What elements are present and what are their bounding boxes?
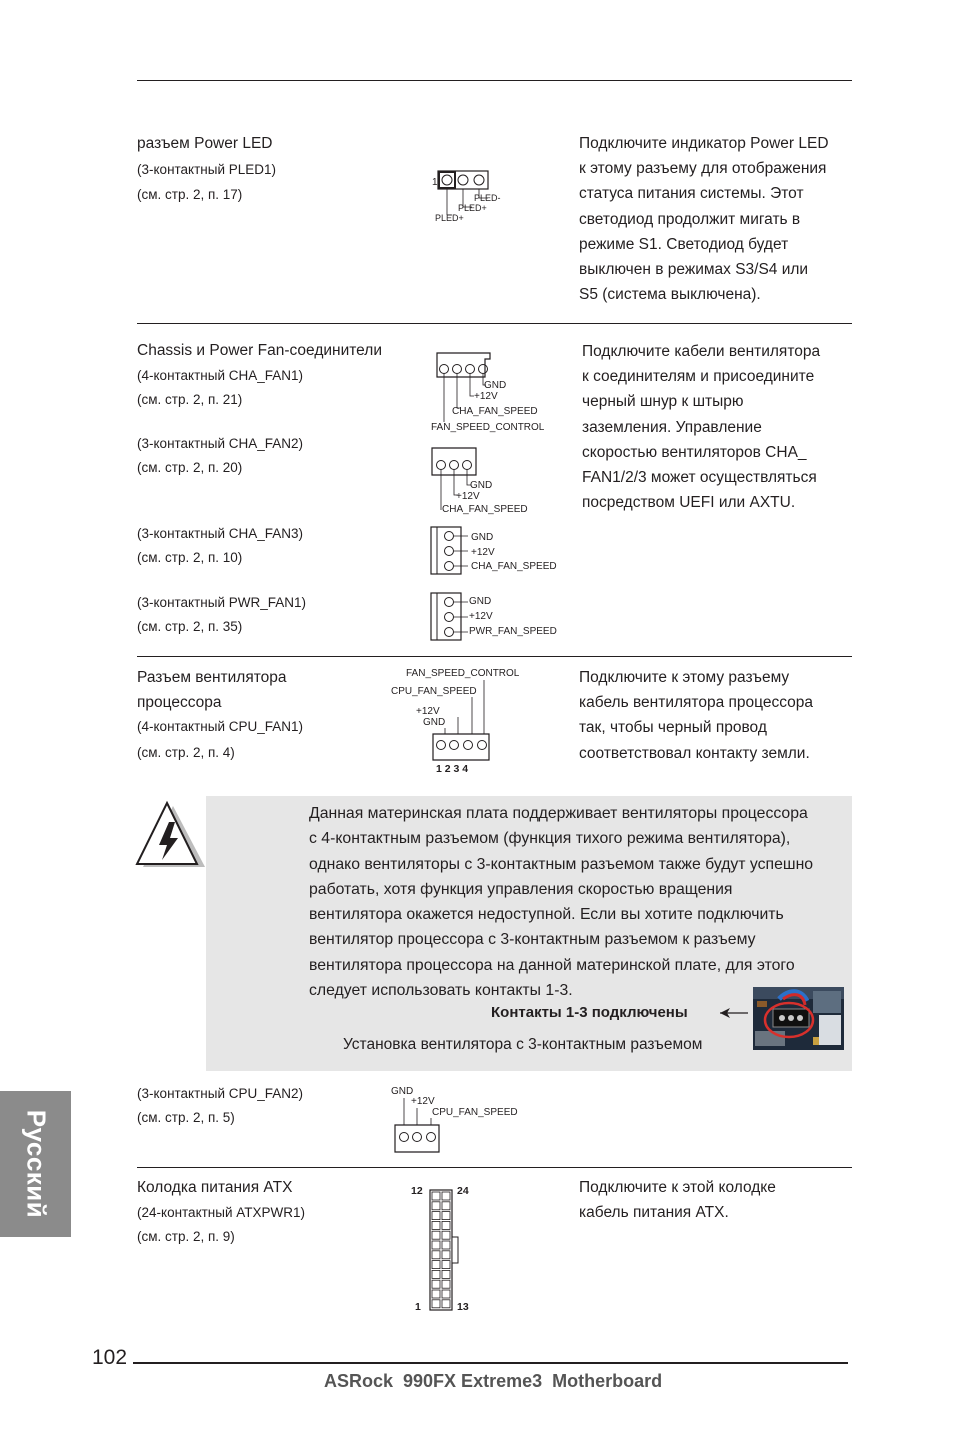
svg-text:CPU_FAN_SPEED: CPU_FAN_SPEED <box>432 1107 518 1118</box>
pled-connector-diagram <box>428 165 518 225</box>
svg-text:GND: GND <box>423 717 446 728</box>
svg-text:CHA_FAN_SPEED: CHA_FAN_SPEED <box>471 561 557 572</box>
language-side-tab <box>0 1091 71 1237</box>
svg-text:GND: GND <box>471 532 494 543</box>
chassis-title: Chassis и Power Fan-соединители <box>137 342 382 359</box>
svg-text:+12V: +12V <box>471 547 495 558</box>
cpufan-title-line1: Разъем вентилятора <box>137 669 287 686</box>
cpufan-title-line2: процессора <box>137 694 222 711</box>
chafan3-sub2: (см. стр. 2, п. 10) <box>137 550 243 565</box>
svg-text:CPU_FAN_SPEED: CPU_FAN_SPEED <box>391 686 477 697</box>
svg-text:+12V: +12V <box>474 391 498 402</box>
svg-text:+12V: +12V <box>416 706 440 717</box>
svg-text:1 2 3 4: 1 2 3 4 <box>436 763 469 775</box>
cpufan1-sub1: (4-контактный CPU_FAN1) <box>137 719 304 734</box>
svg-text:PLED+: PLED+ <box>458 203 487 213</box>
chafan1-sub2: (см. стр. 2, п. 21) <box>137 392 243 407</box>
pins-connected-label: Контакты 1-3 подключены <box>491 1004 688 1021</box>
svg-text:CHA_FAN_SPEED: CHA_FAN_SPEED <box>452 406 538 417</box>
warning-triangle-icon <box>134 800 208 872</box>
chassis-description: Подключите кабели вентилятора к соединителям и присоедините черный шнур к штырю заземления. Управление скоростью вентиляторов CHA_ FAN1/2/3 может осуществляться посредством UEFI или AXTU. <box>582 343 821 512</box>
section-divider <box>137 656 852 657</box>
svg-text:GND: GND <box>484 380 507 391</box>
cpufan2-sub1: (3-контактный CPU_FAN2) <box>137 1086 304 1101</box>
svg-text:+12V: +12V <box>469 611 493 622</box>
chafan2-sub1: (3-контактный CHA_FAN2) <box>137 436 304 451</box>
note-text: Данная материнская плата поддерживает вентиляторы процессора с 4-контактным разъемом (функция тихого режима вентилятора), однако вентиляторы с 3-контактным разъемом также будут успешно работать, хотя функция управления скоростью вращения вентилятора окажется недоступной. Если вы хотите подключить вентилятор процессора с 3-контактным разъемом к разъему вентилятора процессора на данной материнской плате, для этого следует использовать контакты 1-3. <box>309 805 814 1000</box>
language-label: Русский <box>21 1109 52 1219</box>
svg-text:FAN_SPEED_CONTROL: FAN_SPEED_CONTROL <box>406 668 520 679</box>
pwrfan1-connector-diagram <box>428 590 568 646</box>
svg-text:24: 24 <box>457 1185 469 1197</box>
pled-title: разъем Power LED <box>137 135 273 152</box>
chafan1-connector-diagram <box>428 350 558 436</box>
atx-connector-diagram <box>405 1180 485 1315</box>
svg-text:GND: GND <box>391 1086 414 1097</box>
pwrfan1-sub2: (см. стр. 2, п. 35) <box>137 619 243 634</box>
chafan2-sub2: (см. стр. 2, п. 20) <box>137 460 243 475</box>
footer-title: ASRock 990FX Extreme3 Motherboard <box>324 1371 663 1391</box>
section-divider <box>137 323 852 324</box>
atx-sub2: (см. стр. 2, п. 9) <box>137 1229 235 1244</box>
atx-sub1: (24-контактный ATXPWR1) <box>137 1205 306 1220</box>
atx-description: Подключите к этой колодке кабель питания ATX. <box>579 1179 776 1222</box>
svg-text:13: 13 <box>457 1301 469 1313</box>
svg-text:PLED+: PLED+ <box>435 213 464 223</box>
cpufan1-connector-diagram <box>388 664 528 776</box>
svg-text:GND: GND <box>470 480 493 491</box>
chafan3-connector-diagram <box>428 524 568 580</box>
header-rule <box>137 80 852 81</box>
svg-text:FAN_SPEED_CONTROL: FAN_SPEED_CONTROL <box>431 422 545 433</box>
section-divider <box>137 1167 852 1168</box>
cpufan-description: Подключите к этому разъему кабель вентилятора процессора так, чтобы черный провод соответствовал контакту земли. <box>579 669 813 762</box>
note-caption: Установка вентилятора с 3-контактным разъемом <box>343 1036 703 1053</box>
arrow-left-icon <box>718 1006 750 1020</box>
svg-text:CHA_FAN_SPEED: CHA_FAN_SPEED <box>442 504 528 515</box>
svg-text:12: 12 <box>411 1185 423 1197</box>
svg-text:1: 1 <box>415 1301 421 1313</box>
page-number: 102 <box>92 1346 128 1369</box>
svg-text:+12V: +12V <box>411 1096 435 1107</box>
pled-sub2: (см. стр. 2, п. 17) <box>137 187 243 202</box>
chafan3-sub1: (3-контактный CHA_FAN3) <box>137 526 304 541</box>
chafan2-connector-diagram <box>428 444 538 516</box>
cpufan1-sub2: (см. стр. 2, п. 4) <box>137 745 235 760</box>
cpufan2-sub2: (см. стр. 2, п. 5) <box>137 1110 235 1125</box>
pled-description: Подключите индикатор Power LED к этому разъему для отображения статуса питания системы. Этот светодиод продолжит мигать в режиме S1. Светодиод будет выключен в режимах S3/S4 или S5 (система выключена). <box>579 135 829 304</box>
svg-text:PWR_FAN_SPEED: PWR_FAN_SPEED <box>469 626 557 637</box>
pwrfan1-sub1: (3-контактный PWR_FAN1) <box>137 595 307 610</box>
svg-text:1: 1 <box>432 177 438 188</box>
atx-title: Колодка питания ATX <box>137 1179 293 1196</box>
fan-connector-photo <box>753 987 844 1050</box>
cpufan2-connector-diagram <box>388 1082 528 1156</box>
svg-text:+12V: +12V <box>456 491 480 502</box>
chafan1-sub1: (4-контактный CHA_FAN1) <box>137 368 304 383</box>
footer-rule <box>133 1362 848 1364</box>
svg-text:PLED-: PLED- <box>474 193 501 203</box>
svg-text:GND: GND <box>469 596 492 607</box>
pled-sub1: (3-контактный PLED1) <box>137 162 277 177</box>
